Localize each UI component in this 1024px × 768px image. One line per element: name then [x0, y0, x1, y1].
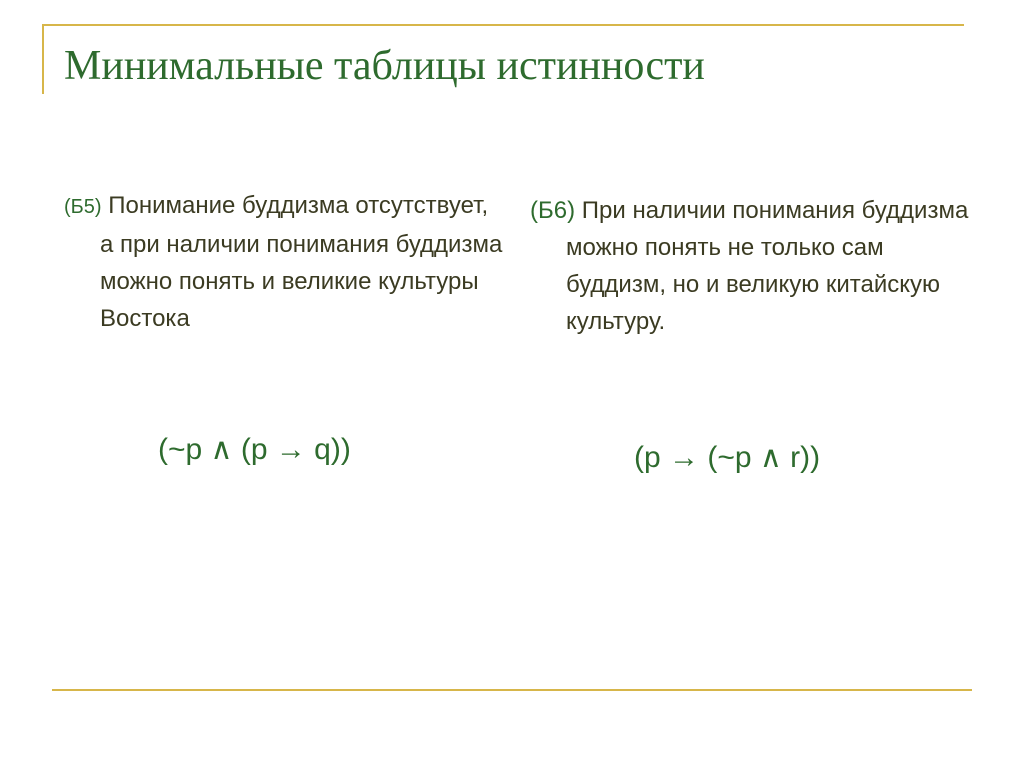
statement-b6-marker: (Б6)	[530, 197, 576, 224]
left-column	[64, 187, 504, 337]
statement-b5-marker: (Б5)	[64, 196, 102, 218]
bottom-divider	[52, 689, 972, 691]
statement-b5	[64, 187, 504, 337]
top-divider	[44, 24, 964, 26]
left-divider	[42, 24, 44, 94]
statement-b5-text: Понимание буддизма отсутствует, а при наличии понимания буддизма можно понять и великие культуры Востока	[100, 192, 503, 332]
statement-b6-text: При наличии понимания буддизма можно понять не только сам буддизм, но и великую китайскую культуру.	[566, 197, 969, 335]
right-column	[530, 192, 970, 340]
formula-b6: (p → (~p ∧ r))	[634, 441, 821, 474]
slide-title: Минимальные таблицы истинности	[64, 43, 705, 89]
formula-b5: (~p ∧ (p → q))	[158, 433, 351, 466]
statement-b6	[530, 192, 970, 340]
